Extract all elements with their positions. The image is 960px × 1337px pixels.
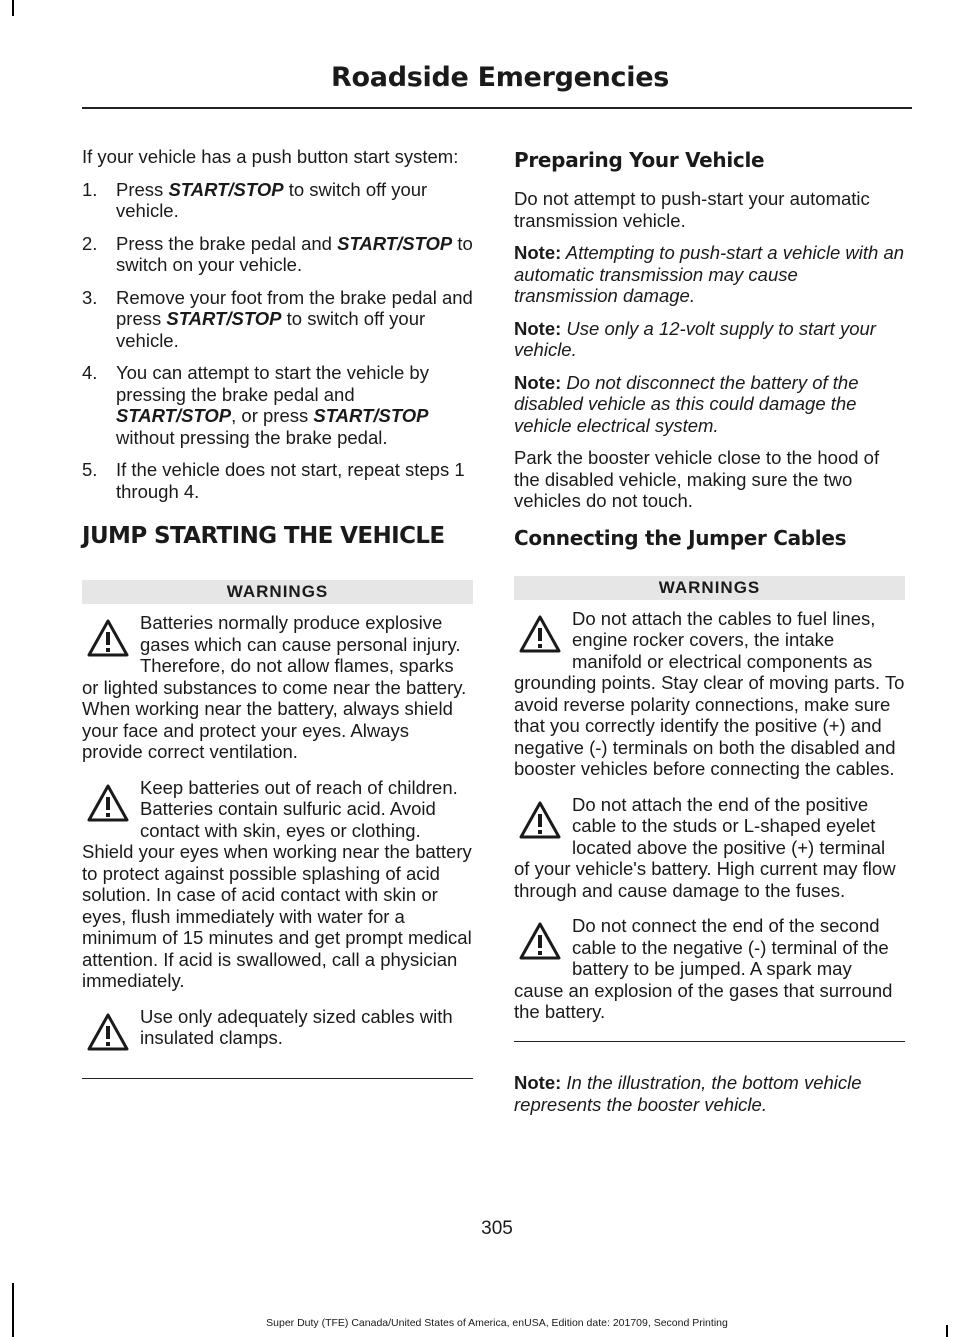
warning-triangle-icon: [514, 608, 572, 662]
header-rule: [82, 107, 912, 109]
start-stop-keyword: START/STOP: [116, 405, 232, 426]
warning-text: Use only adequately sized cables with insulated clamps.: [140, 1005, 453, 1048]
note: Note: Do not disconnect the battery of the disabled vehicle as this could damage the vehicle electrical system.: [514, 371, 859, 436]
right-column: [514, 146, 905, 1126]
warning-item: [514, 915, 905, 1023]
warning-text: Do not attach the end of the positive cable to the studs or L-shaped eyelet located above the positive (+) terminal of your vehicle's battery. High current may flow through and cause damage to the fuses.: [514, 793, 896, 901]
warnings-header: WARNINGS: [82, 580, 473, 604]
warning-triangle-icon: [514, 794, 572, 848]
section-title: Roadside Emergencies: [331, 62, 669, 93]
warning-item: [82, 1006, 473, 1060]
warning-text: Batteries normally produce explosive gases which can cause personal injury. Therefore, do not allow flames, sparks or lighted substances to come near the battery. When working near the battery, always shield your face and protect your eyes. Always provide correct ventilation.: [82, 612, 467, 762]
park-text: Park the booster vehicle close to the hood of the disabled vehicle, making sure the two vehicles do not touch.: [514, 447, 880, 511]
push-start-text: Do not attempt to push-start your automatic transmission vehicle.: [514, 188, 870, 231]
connecting-heading: Connecting the Jumper Cables: [514, 525, 847, 550]
warning-text: Do not attach the cables to fuel lines, engine rocker covers, the intake manifold or electrical components as grounding points. Stay clear of moving parts. To avoid reverse polarity connections, make sure that you correctly identify the positive (+) and negative (-) terminals on both the disabled and booster vehicles before connecting the cables.: [514, 607, 905, 779]
note: Note: Use only a 12-volt supply to start your vehicle.: [514, 317, 876, 360]
note: Note: Attempting to push-start a vehicle with an automatic transmission may cause transmission damage.: [514, 242, 905, 306]
warnings-header: WARNINGS: [514, 576, 905, 600]
crop-mark-top-left: [12, 0, 14, 16]
illustration-note: Note: In the illustration, the bottom vehicle represents the booster vehicle.: [514, 1072, 862, 1115]
warning-item: [82, 777, 473, 992]
step-item: 5. If the vehicle does not start, repeat steps 1 through 4.: [82, 459, 465, 502]
step-number: 2.: [82, 232, 98, 254]
start-stop-keyword: START/STOP: [168, 178, 284, 200]
jump-starting-heading: JUMP STARTING THE VEHICLE: [82, 523, 445, 549]
warning-triangle-icon: [82, 612, 140, 666]
warning-item: [514, 608, 905, 780]
step-number: 1.: [82, 178, 98, 200]
start-stop-keyword: START/STOP: [337, 232, 453, 254]
page-number: 305: [481, 1218, 513, 1239]
warning-text: Keep batteries out of reach of children. Batteries contain sulfuric acid. Avoid contact with skin, eyes or clothing. Shield your eyes when working near the battery to protect against possible splashing of acid solution. In case of acid contact with skin or eyes, flush immediately with water for a minimum of 15 minutes and get prompt medical attention. If acid is swallowed, call a physician immediately.: [82, 776, 472, 991]
footer-edition: Super Duty (TFE) Canada/United States of America, enUSA, Edition date: 201709, Second Printing: [266, 1317, 728, 1329]
warning-triangle-icon: [82, 777, 140, 831]
preparing-heading: Preparing Your Vehicle: [514, 148, 765, 172]
step-number: 4.: [82, 362, 98, 383]
step-item: 3. Remove your foot from the brake pedal and press START/STOP to switch off your vehicle.: [82, 286, 473, 351]
warning-item: [514, 794, 905, 902]
start-stop-keyword: START/STOP: [313, 405, 429, 426]
warning-text: Do not connect the end of the second cable to the negative (-) terminal of the battery to be jumped. A spark may cause an explosion of the gases that surround the battery.: [514, 915, 893, 1022]
step-number: 5.: [82, 459, 98, 480]
step-item: 4. You can attempt to start the vehicle by pressing the brake pedal and START/STOP, or press START/STOP without pressing the brake pedal.: [82, 362, 429, 448]
left-column: [82, 146, 473, 1079]
intro-text: If your vehicle has a push button start system:: [82, 146, 459, 167]
start-stop-keyword: START/STOP: [166, 308, 282, 329]
steps-list: [82, 179, 473, 503]
warnings-end-rule: [82, 1078, 473, 1080]
warning-triangle-icon: [514, 915, 572, 969]
warning-item: [82, 612, 473, 763]
warnings-end-rule: [514, 1041, 905, 1043]
warning-triangle-icon: [82, 1006, 140, 1060]
step-item: 2. Press the brake pedal and START/STOP to switch on your vehicle.: [82, 232, 473, 275]
step-item: 1. Press START/STOP to switch off your vehicle.: [82, 178, 428, 221]
step-number: 3.: [82, 286, 98, 308]
